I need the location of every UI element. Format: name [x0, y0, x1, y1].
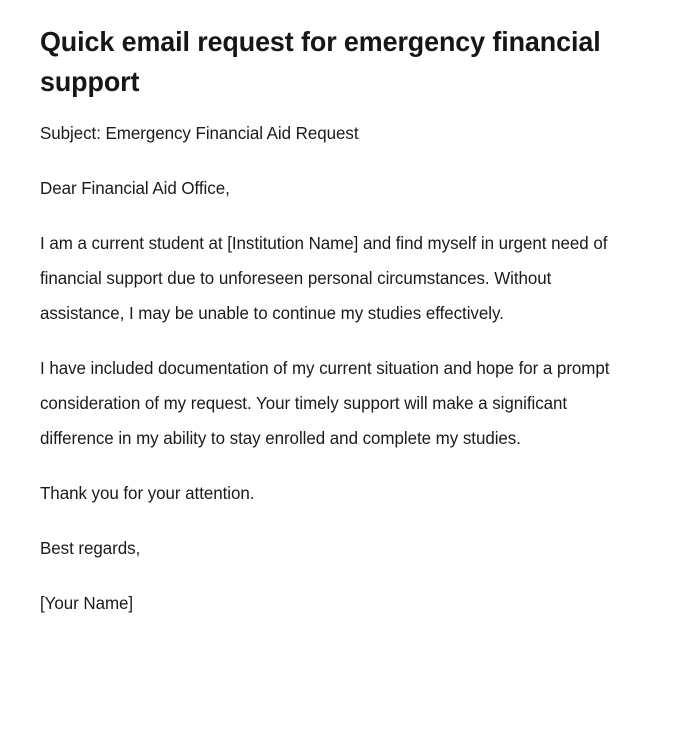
email-paragraph-2: I have included documentation of my current situation and hope for a prompt consideration of my request. Your timely support will make a significant difference in my ability to stay enrolled and complete my studies. [40, 358, 610, 448]
email-thanks-line: Thank you for your attention. [40, 483, 255, 503]
page-title: Quick email request for emergency financial support [40, 26, 601, 97]
email-signoff: Best regards, [40, 538, 141, 558]
email-paragraph-1: I am a current student at [Institution Name] and find myself in urgent need of financial support due to unforeseen personal circumstances. Without assistance, I may be unable to continue my studies effectively. [40, 233, 608, 323]
email-subject-line: Subject: Emergency Financial Aid Request [40, 123, 359, 143]
email-template-article [40, 22, 630, 621]
email-body [40, 116, 630, 621]
email-signature-placeholder: [Your Name] [40, 593, 134, 613]
email-salutation: Dear Financial Aid Office, [40, 178, 230, 198]
